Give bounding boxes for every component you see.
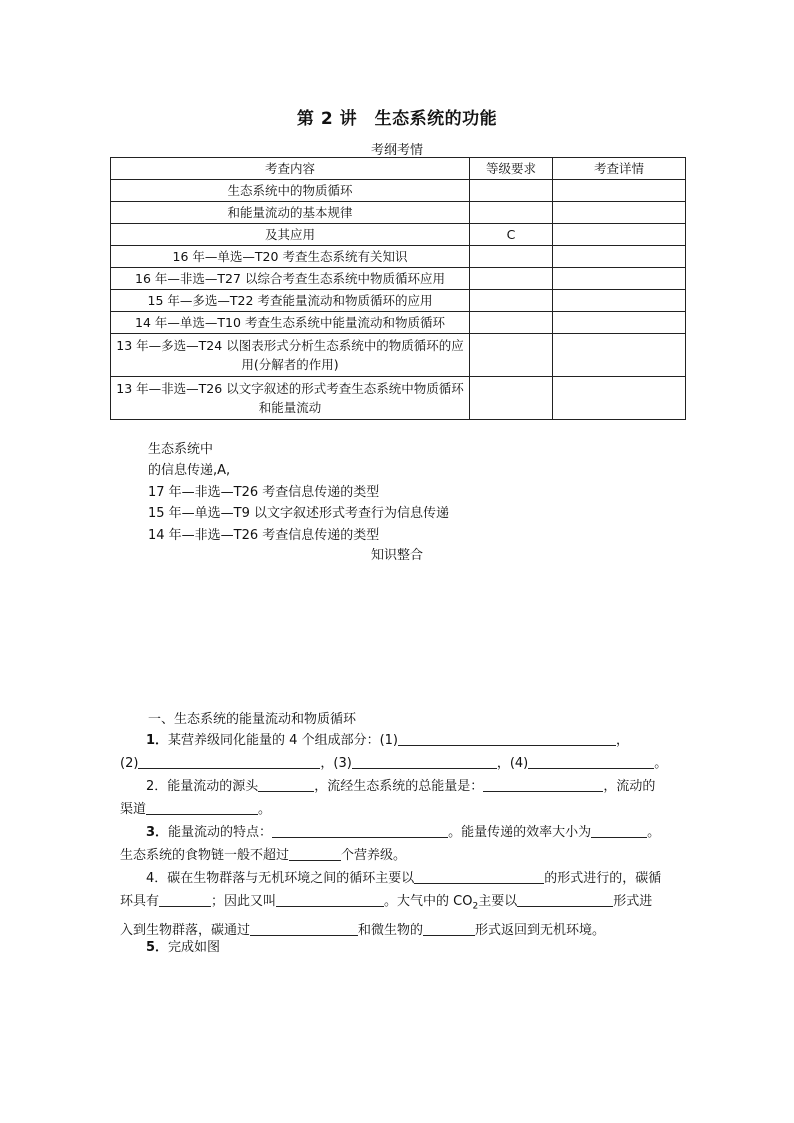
table-cell bbox=[470, 268, 553, 290]
question-number: 4． bbox=[146, 871, 168, 886]
punctuation: 。 bbox=[654, 756, 668, 771]
table-cell: 16 年—非选—T27 以综合考查生态系统中物质循环应用 bbox=[111, 268, 470, 290]
question-4 bbox=[120, 867, 676, 942]
knowledge-heading: 知识整合 bbox=[370, 548, 423, 563]
table-cell bbox=[470, 377, 553, 420]
table-row bbox=[111, 290, 686, 312]
question-text: 完成如图 bbox=[168, 940, 221, 955]
question-text: 。能量传递的效率大小为 bbox=[448, 825, 592, 840]
table-cell: 16 年—单选—T20 考查生态系统有关知识 bbox=[111, 246, 470, 268]
question-text: 个营养级。 bbox=[341, 848, 407, 863]
answer-blank[interactable] bbox=[414, 869, 544, 884]
question-text: 主要以 bbox=[478, 894, 518, 909]
question-text: 渠道 bbox=[120, 802, 147, 817]
table-cell: 14 年—单选—T10 考查生态系统中能量流动和物质循环 bbox=[111, 312, 470, 334]
punctuation: ， bbox=[616, 733, 630, 748]
table-cell bbox=[470, 180, 553, 202]
section-subtitle: 考纲考情 bbox=[370, 143, 423, 158]
punctuation: 。 bbox=[258, 802, 272, 817]
table-row bbox=[111, 202, 686, 224]
table-cell: 生态系统中的物质循环 bbox=[111, 180, 470, 202]
question-number: 1． bbox=[146, 733, 169, 748]
table-cell bbox=[553, 202, 686, 224]
table-row bbox=[111, 268, 686, 290]
table-cell bbox=[553, 290, 686, 312]
table-row bbox=[111, 334, 686, 377]
page-title: 第 2 讲 生态系统的功能 bbox=[296, 109, 498, 129]
table-cell bbox=[470, 312, 553, 334]
table-cell bbox=[470, 246, 553, 268]
question-text: 能量流动的特点： bbox=[168, 825, 273, 840]
table-row bbox=[111, 246, 686, 268]
table-row bbox=[111, 180, 686, 202]
question-text: 某营养级同化能量的 4 个组成部分：(1) bbox=[168, 733, 398, 748]
table-cell bbox=[553, 246, 686, 268]
question-2 bbox=[120, 775, 676, 821]
table-cell bbox=[553, 224, 686, 246]
table-cell bbox=[553, 334, 686, 377]
table-cell bbox=[470, 334, 553, 377]
question-3 bbox=[120, 821, 676, 867]
section-heading: 一、生态系统的能量流动和物质循环 bbox=[148, 712, 357, 727]
question-text: ，流经生态系统的总能量是： bbox=[314, 779, 484, 794]
question-number: 5． bbox=[146, 940, 169, 955]
question-1 bbox=[120, 729, 676, 775]
info-line: 14 年—非选—T26 考查信息传递的类型 bbox=[148, 528, 380, 543]
table-cell: 和能量流动的基本规律 bbox=[111, 202, 470, 224]
question-text: 生态系统的食物链一般不超过 bbox=[120, 848, 290, 863]
table-row bbox=[111, 224, 686, 246]
requirements-table bbox=[110, 157, 686, 420]
table-cell bbox=[553, 180, 686, 202]
table-cell bbox=[553, 377, 686, 420]
answer-blank[interactable] bbox=[276, 892, 384, 907]
table-cell bbox=[470, 290, 553, 312]
question-text: 的形式进行的，碳循 bbox=[544, 871, 662, 886]
column-header: 考查详情 bbox=[553, 158, 686, 180]
table-row bbox=[111, 377, 686, 420]
question-text: 形式返回到无机环境。 bbox=[475, 922, 606, 938]
answer-blank[interactable] bbox=[159, 892, 211, 907]
answer-blank[interactable] bbox=[591, 823, 647, 838]
table-cell: 及其应用 bbox=[111, 224, 470, 246]
question-text: ，(4) bbox=[496, 756, 529, 771]
answer-blank[interactable] bbox=[258, 777, 314, 792]
question-text: 环具有 bbox=[120, 894, 160, 909]
question-5 bbox=[120, 936, 676, 959]
question-text: ，(3) bbox=[320, 756, 352, 771]
answer-blank[interactable] bbox=[250, 921, 358, 936]
question-text: ；因此又叫 bbox=[211, 894, 277, 909]
question-text: 形式进 bbox=[613, 894, 653, 909]
info-line: 的信息传递,A, bbox=[148, 463, 231, 478]
question-text: ，流动的 bbox=[603, 779, 656, 794]
column-header: 等级要求 bbox=[470, 158, 553, 180]
question-text: 入到生物群落，碳通过 bbox=[120, 922, 251, 938]
question-number: 3． bbox=[146, 825, 169, 840]
question-number: 2． bbox=[146, 779, 168, 794]
answer-blank[interactable] bbox=[398, 731, 616, 746]
info-line: 17 年—非选—T26 考查信息传递的类型 bbox=[148, 485, 380, 500]
table-cell: 13 年—多选—T24 以图表形式分析生态系统中的物质循环的应用(分解者的作用) bbox=[111, 334, 470, 377]
answer-blank[interactable] bbox=[146, 800, 258, 815]
table-row bbox=[111, 312, 686, 334]
answer-blank[interactable] bbox=[483, 777, 603, 792]
info-line: 15 年—单选—T9 以文字叙述形式考查行为信息传递 bbox=[148, 506, 450, 521]
info-line: 生态系统中 bbox=[148, 442, 214, 457]
subscript: 2 bbox=[472, 901, 479, 912]
question-text: (2) bbox=[120, 756, 139, 771]
table-cell: 15 年—多选—T22 考查能量流动和物质循环的应用 bbox=[111, 290, 470, 312]
table-cell: 13 年—非选—T26 以文字叙述的形式考查生态系统中物质循环和能量流动 bbox=[111, 377, 470, 420]
column-header: 考查内容 bbox=[111, 158, 470, 180]
answer-blank[interactable] bbox=[272, 823, 448, 838]
punctuation: 。 bbox=[647, 825, 661, 840]
answer-blank[interactable] bbox=[528, 754, 654, 769]
answer-blank[interactable] bbox=[289, 846, 341, 861]
table-header-row bbox=[111, 158, 686, 180]
question-text: 。大气中的 CO bbox=[384, 894, 473, 909]
table-cell bbox=[470, 202, 553, 224]
table-cell bbox=[553, 268, 686, 290]
answer-blank[interactable] bbox=[352, 754, 497, 769]
table-cell: C bbox=[470, 224, 553, 246]
answer-blank[interactable] bbox=[517, 892, 613, 907]
answer-blank[interactable] bbox=[138, 754, 320, 769]
question-text: 和微生物的 bbox=[358, 922, 424, 938]
answer-blank[interactable] bbox=[423, 921, 475, 936]
table-cell bbox=[553, 312, 686, 334]
question-text: 碳在生物群落与无机环境之间的循环主要以 bbox=[167, 871, 415, 886]
question-text: 能量流动的源头 bbox=[167, 779, 259, 794]
